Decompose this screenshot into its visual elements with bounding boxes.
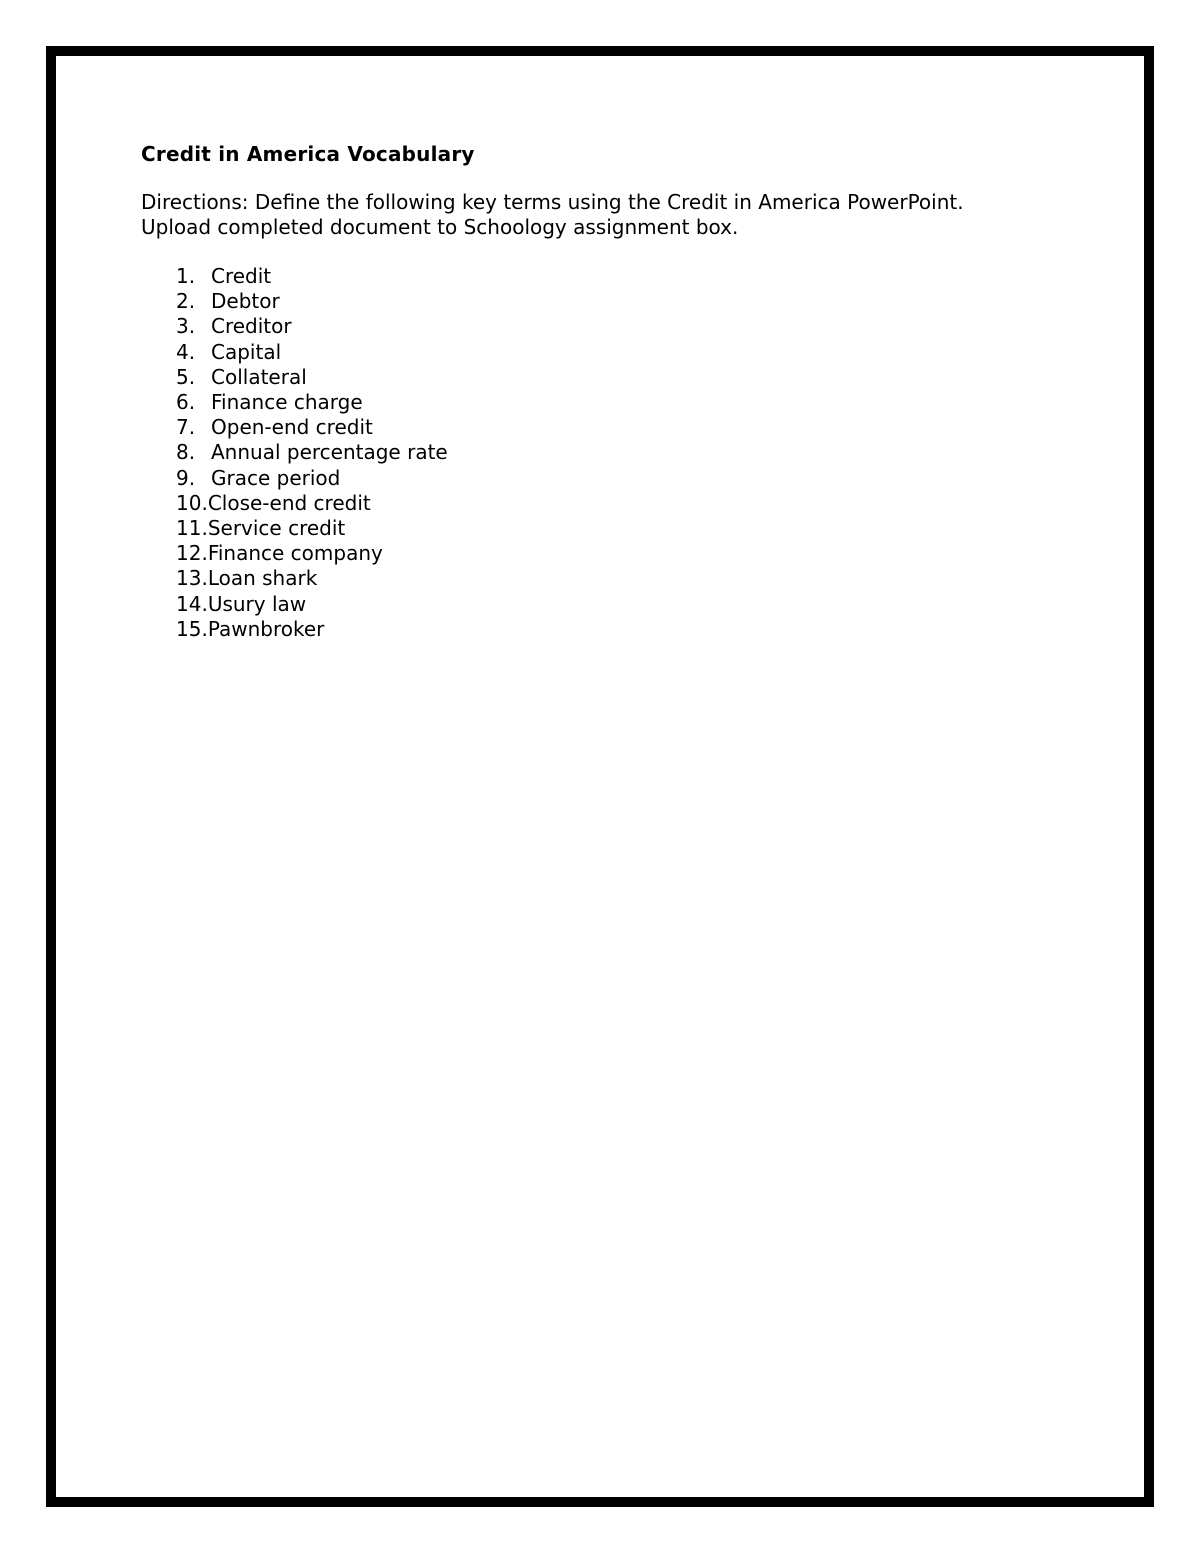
list-item-number: 10. — [176, 490, 208, 515]
list-item-text: Close-end credit — [207, 490, 371, 515]
list-item-text: Creditor — [211, 314, 292, 339]
list-item — [176, 491, 1121, 516]
list-item — [176, 340, 1121, 365]
vocabulary-list — [141, 264, 1121, 642]
list-item — [176, 541, 1121, 566]
list-item — [176, 617, 1121, 642]
list-item-text: Usury law — [207, 591, 307, 616]
list-item-text: Loan shark — [207, 566, 318, 591]
list-item-text: Debtor — [211, 289, 280, 314]
list-item-number: 6. — [176, 390, 196, 415]
list-item-text: Pawnbroker — [207, 616, 325, 641]
list-item-text: Annual percentage rate — [211, 440, 448, 465]
list-item — [176, 566, 1121, 591]
list-item — [176, 314, 1121, 339]
list-item-text: Credit — [211, 264, 272, 288]
list-item-text: Collateral — [211, 364, 307, 389]
list-item — [176, 390, 1121, 415]
list-item-number: 7. — [176, 415, 196, 440]
list-item-text: Grace period — [211, 465, 341, 490]
list-item-number: 3. — [176, 314, 196, 339]
list-item-number: 9. — [176, 465, 196, 490]
list-item — [176, 264, 1121, 289]
list-item — [176, 415, 1121, 440]
list-item-number: 15. — [176, 616, 208, 641]
list-item-number: 11. — [176, 516, 208, 541]
list-item — [176, 516, 1121, 541]
directions-text — [141, 190, 1121, 240]
list-item-text: Open-end credit — [211, 415, 373, 440]
list-item-number: 1. — [176, 264, 196, 288]
list-item — [176, 592, 1121, 617]
list-item — [176, 365, 1121, 390]
list-item-number: 2. — [176, 289, 196, 314]
list-item-number: 13. — [176, 566, 208, 591]
list-item-number: 14. — [176, 591, 208, 616]
list-item-text: Finance charge — [211, 390, 363, 415]
list-item-number: 5. — [176, 364, 196, 389]
document-body — [141, 140, 1121, 642]
directions-line: Upload completed document to Schoology assignment box. — [141, 215, 739, 239]
list-item — [176, 466, 1121, 491]
list-item-number: 12. — [176, 541, 208, 566]
document-title: Credit in America Vocabulary — [141, 142, 475, 166]
list-item — [176, 440, 1121, 465]
list-item-text: Finance company — [207, 541, 383, 566]
list-item-text: Service credit — [207, 516, 346, 541]
list-item-number: 8. — [176, 440, 196, 465]
list-item — [176, 289, 1121, 314]
directions-line: Directions: Define the following key terms using the Credit in America PowerPoint. — [141, 190, 964, 214]
list-item-number: 4. — [176, 339, 196, 364]
list-item-text: Capital — [211, 339, 282, 364]
